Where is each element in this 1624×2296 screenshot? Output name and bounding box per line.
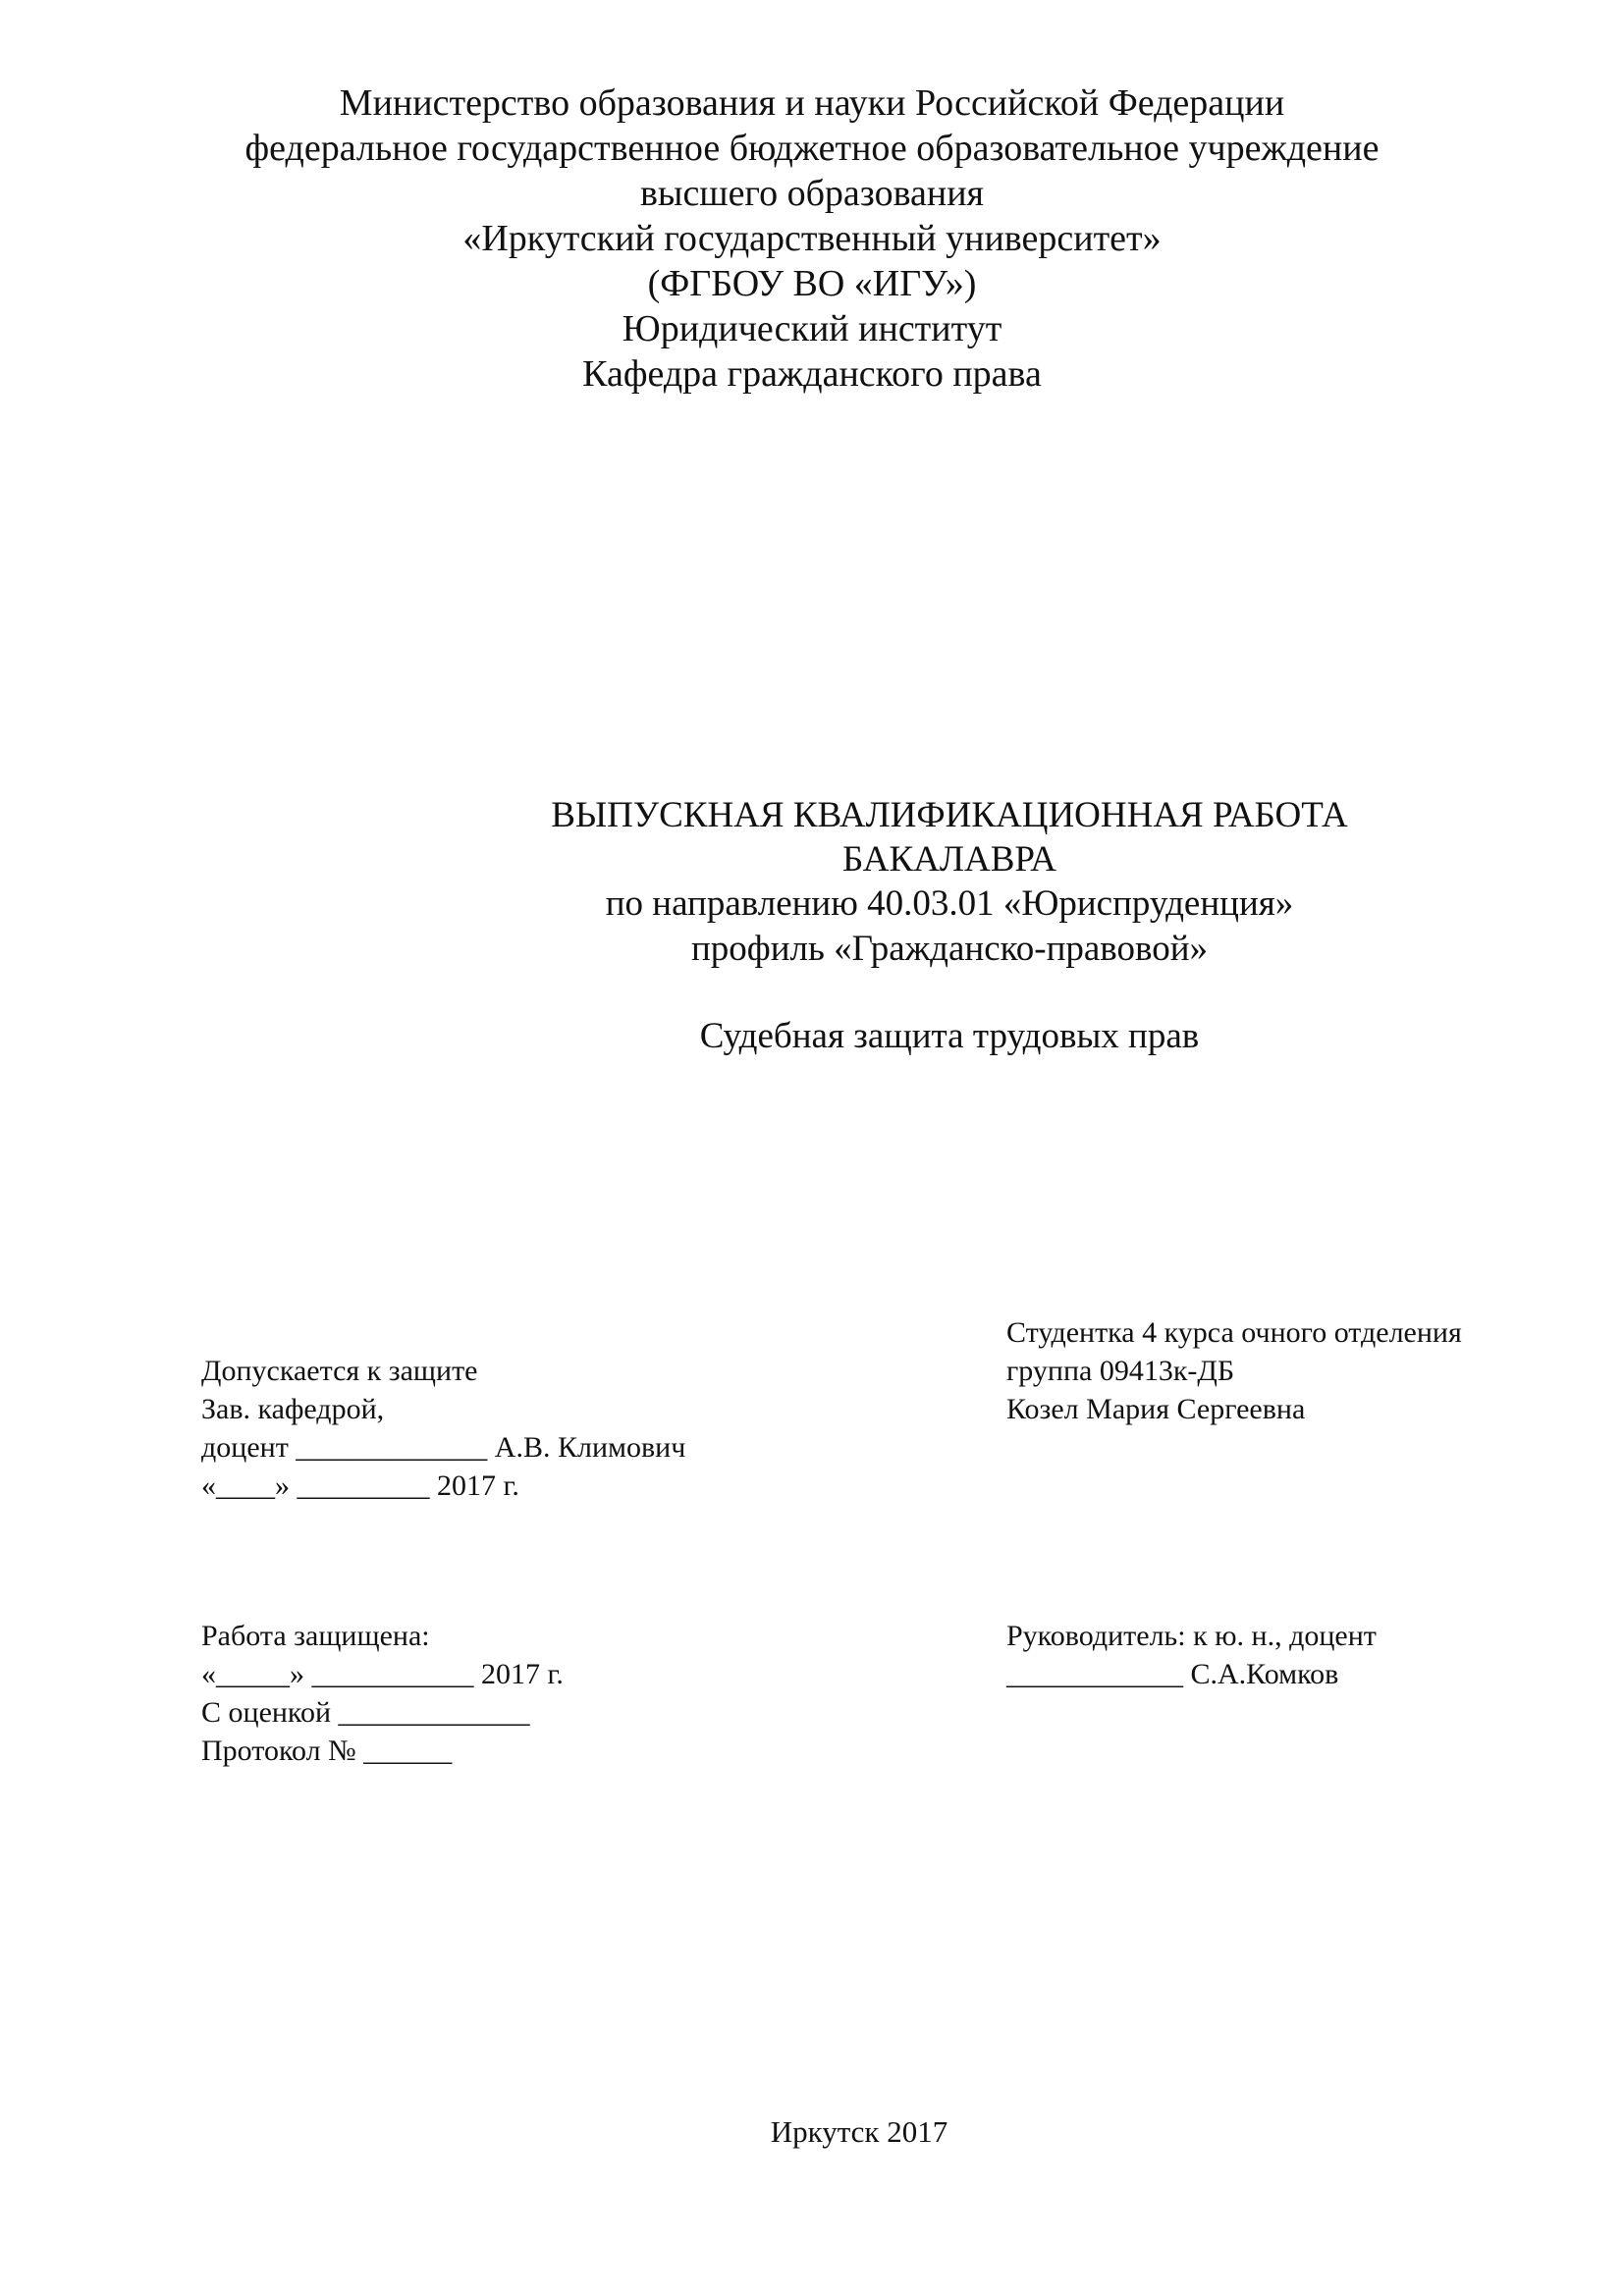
work-type-line-2: БАКАЛАВРА	[842, 839, 1056, 880]
admission-line-2: Зав. кафедрой,	[201, 1393, 385, 1425]
ministry-line: Министерство образования и науки Российской Федерации	[339, 82, 1285, 124]
admission-line-3: доцент _____________ А.В. Климович	[201, 1431, 686, 1464]
supervisor-line-1: Руководитель: к ю. н., доцент	[1006, 1620, 1377, 1652]
supervisor-line-2: ____________ С.А.Комков	[1006, 1658, 1339, 1690]
topic-line: Судебная защита трудовых прав	[699, 1016, 1200, 1056]
university-name-line: «Иркутский государственный университет»	[462, 218, 1162, 259]
student-name-line: Козел Мария Сергеевна	[1006, 1393, 1306, 1425]
direction-line: по направлению 40.03.01 «Юриспруденция»	[605, 883, 1294, 924]
student-group-line: группа 09413к-ДБ	[1006, 1355, 1235, 1387]
defense-line-2: «_____» ___________ 2017 г.	[201, 1658, 564, 1690]
defense-line-3: С оценкой _____________	[201, 1696, 530, 1729]
university-abbr-line: (ФГБОУ ВО «ИГУ»)	[647, 263, 977, 304]
work-type-line-1: ВЫПУСКНАЯ КВАЛИФИКАЦИОННАЯ РАБОТА	[551, 795, 1348, 835]
admission-line-1: Допускается к защите	[201, 1355, 478, 1387]
department-line: Кафедра гражданского права	[582, 353, 1042, 395]
defense-line-1: Работа защищена:	[201, 1620, 430, 1652]
institute-line: Юридический институт	[622, 308, 1002, 349]
student-course-line: Студентка 4 курса очного отделения	[1006, 1316, 1462, 1349]
city-year-line: Иркутск 2017	[770, 2114, 948, 2149]
defense-line-4: Протокол № ______	[201, 1735, 453, 1767]
education-level-line: высшего образования	[639, 173, 985, 214]
admission-line-4: «____» _________ 2017 г.	[201, 1469, 519, 1502]
institution-type-line: федеральное государственное бюджетное образовательное учреждение	[244, 128, 1380, 169]
profile-line: профиль «Гражданско-правовой»	[690, 929, 1209, 969]
